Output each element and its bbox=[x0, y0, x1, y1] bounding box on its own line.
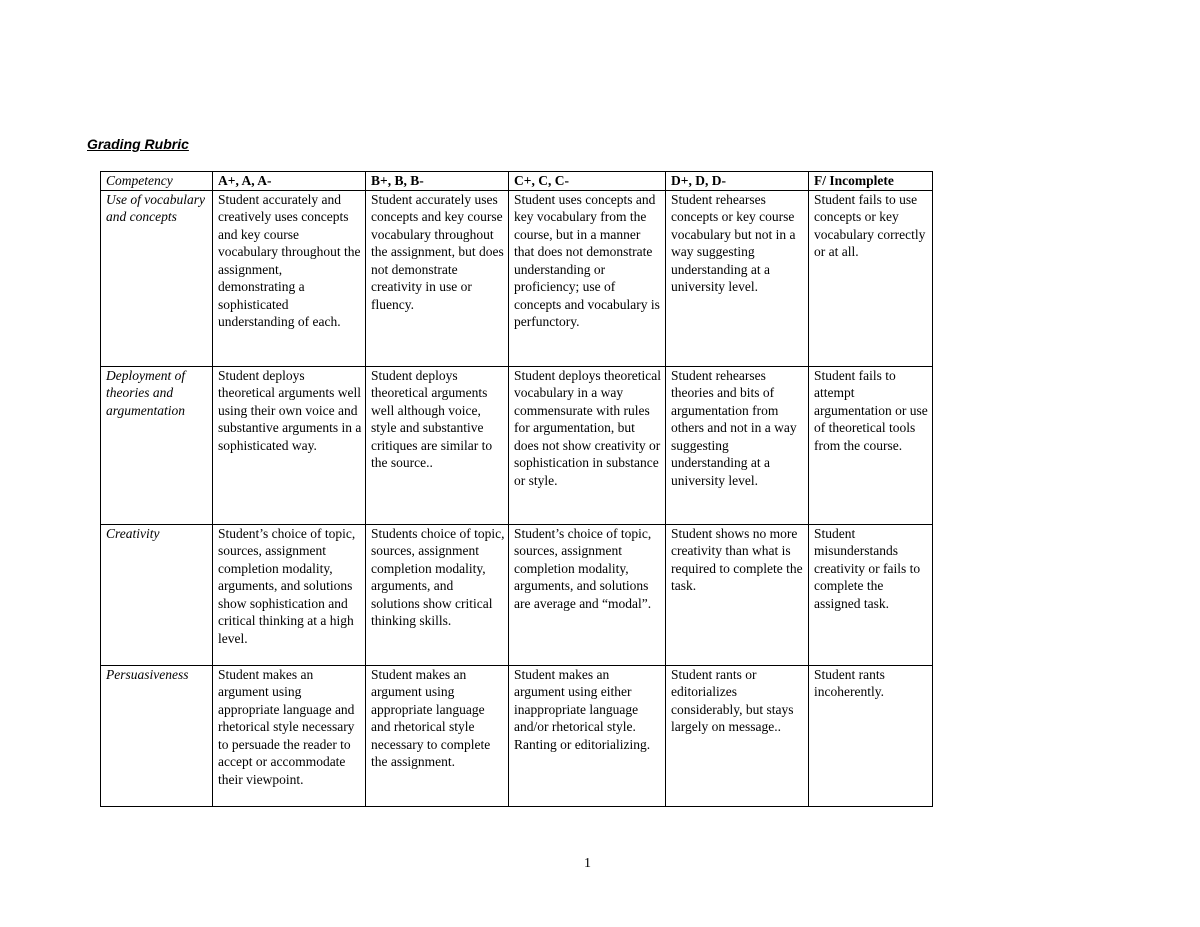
rubric-cell: Student rehearses theories and bits of argumentation from others and not in a way suggesting understanding at a university level. bbox=[666, 366, 809, 524]
competency-cell: Persuasiveness bbox=[101, 665, 213, 806]
table-row bbox=[101, 190, 933, 366]
rubric-cell: Student’s choice of topic, sources, assignment completion modality, arguments, and solutions show sophistication and critical thinking at a high level. bbox=[213, 524, 366, 665]
document-title: Grading Rubric bbox=[87, 136, 189, 152]
header-grade-c: C+, C, C- bbox=[509, 172, 666, 191]
rubric-cell: Student fails to use concepts or key vocabulary correctly or at all. bbox=[809, 190, 933, 366]
rubric-cell: Student rants or editorializes considerably, but stays largely on message.. bbox=[666, 665, 809, 806]
rubric-cell: Student makes an argument using appropriate language and rhetorical style necessary to persuade the reader to accept or accommodate their viewpoint. bbox=[213, 665, 366, 806]
table-row bbox=[101, 665, 933, 806]
rubric-cell: Student deploys theoretical arguments well although voice, style and substantive critiques are similar to the source.. bbox=[366, 366, 509, 524]
header-grade-d: D+, D, D- bbox=[666, 172, 809, 191]
competency-cell: Use of vocabulary and concepts bbox=[101, 190, 213, 366]
rubric-cell: Student fails to attempt argumentation or use of theoretical tools from the course. bbox=[809, 366, 933, 524]
rubric-cell: Student misunderstands creativity or fails to complete the assigned task. bbox=[809, 524, 933, 665]
header-grade-a: A+, A, A- bbox=[213, 172, 366, 191]
rubric-cell: Student makes an argument using appropriate language and rhetorical style necessary to complete the assignment. bbox=[366, 665, 509, 806]
rubric-cell: Students choice of topic, sources, assignment completion modality, arguments, and solutions show critical thinking skills. bbox=[366, 524, 509, 665]
table-row bbox=[101, 366, 933, 524]
rubric-cell: Student deploys theoretical vocabulary in a way commensurate with rules for argumentation, but does not show creativity or sophistication in substance or style. bbox=[509, 366, 666, 524]
competency-cell: Deployment of theories and argumentation bbox=[101, 366, 213, 524]
rubric-cell: Student rehearses concepts or key course vocabulary but not in a way suggesting understanding at a university level. bbox=[666, 190, 809, 366]
grading-rubric-table bbox=[100, 171, 933, 807]
rubric-cell: Student uses concepts and key vocabulary from the course, but in a manner that does not demonstrate understanding or proficiency; use of concepts and vocabulary is perfunctory. bbox=[509, 190, 666, 366]
rubric-cell: Student deploys theoretical arguments well using their own voice and substantive arguments in a sophisticated way. bbox=[213, 366, 366, 524]
rubric-cell: Student shows no more creativity than what is required to complete the task. bbox=[666, 524, 809, 665]
rubric-cell: Student makes an argument using either inappropriate language and/or rhetorical style. Ranting or editorializing. bbox=[509, 665, 666, 806]
header-grade-f: F/ Incomplete bbox=[809, 172, 933, 191]
header-grade-b: B+, B, B- bbox=[366, 172, 509, 191]
header-competency: Competency bbox=[101, 172, 213, 191]
competency-cell: Creativity bbox=[101, 524, 213, 665]
table-row bbox=[101, 524, 933, 665]
rubric-cell: Student’s choice of topic, sources, assignment completion modality, arguments, and solutions are average and “modal”. bbox=[509, 524, 666, 665]
page-number: 1 bbox=[584, 856, 591, 871]
rubric-cell: Student rants incoherently. bbox=[809, 665, 933, 806]
rubric-cell: Student accurately and creatively uses concepts and key course vocabulary throughout the assignment, demonstrating a sophisticated understanding of each. bbox=[213, 190, 366, 366]
rubric-cell: Student accurately uses concepts and key course vocabulary throughout the assignment, but does not demonstrate creativity in use or fluency. bbox=[366, 190, 509, 366]
table-header-row bbox=[101, 172, 933, 191]
